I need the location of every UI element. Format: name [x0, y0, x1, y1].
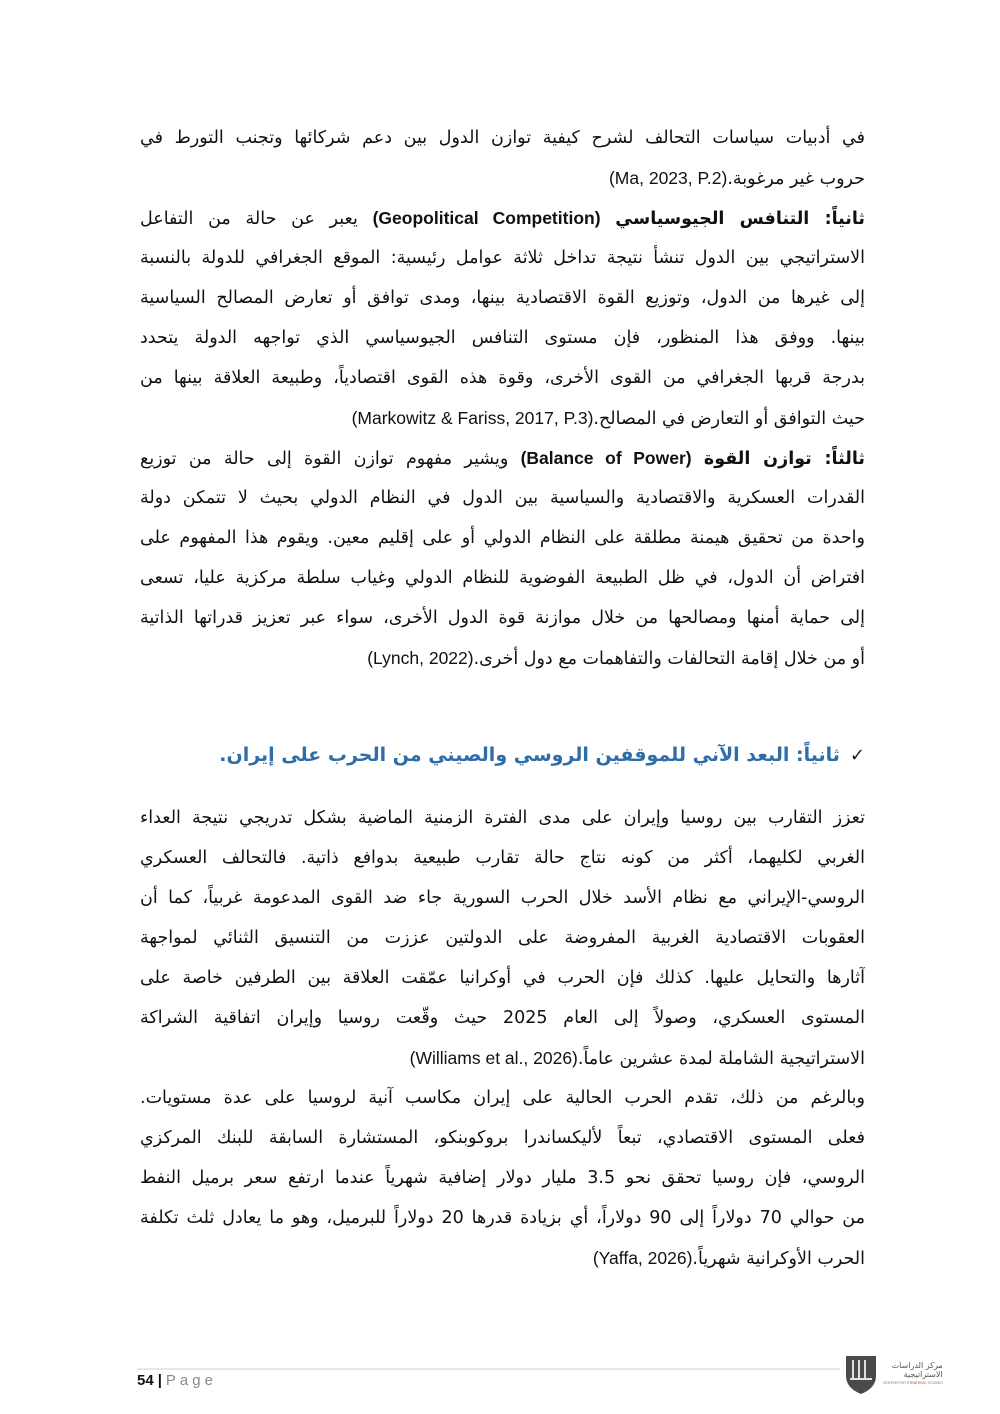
citation: (Ma, 2023, P.2) — [608, 168, 728, 188]
section-1-text — [140, 118, 865, 678]
page-separator: | — [157, 1372, 162, 1389]
text-line: العقوبات الاقتصادية الغربية المفروضة على الدولتين عززت من التنسيق الثنائي لمواجهة — [140, 928, 865, 948]
text-line: بدرجة قربها الجغرافي من القوى الأخرى، وقوة هذه القوى اقتصادياً، وطبيعة العلاقة بينها من — [140, 368, 865, 388]
section-heading — [200, 735, 865, 776]
text-line: أو من خلال إقامة التحالفات والتفاهمات مع دول أخرى.(Lynch, 2022) — [367, 648, 865, 669]
text-line: حيث التوافق أو التعارض في المصالح.(Markowitz & Fariss, 2017, P.3) — [351, 408, 865, 429]
text-line: إلى حماية أمنها ومصالحها من خلال موازنة قوة الدول الأخرى، سواء عبر تعزيز قدراتها الذاتية — [140, 608, 865, 628]
text-line: الاستراتيجية الشاملة لمدة عشرين عاماً.(Williams et al., 2026) — [409, 1048, 865, 1069]
check-icon: ✓ — [849, 745, 865, 766]
text-line: آثارها والتحايل عليها. كذلك فإن الحرب في أوكرانيا عمّقت العلاقة بين الطرفين خاصة على — [140, 968, 865, 988]
text-line: تعزز التقارب بين روسيا وإيران على مدى الفترة الزمنية الماضية بشكل تدريجي نتيجة العداء — [140, 808, 865, 828]
text-line: من حوالي 70 دولاراً إلى 90 دولاراً، أي بزيادة قدرها 20 دولاراً للبرميل، وهو ما يعادل ثلث تكلفة — [140, 1208, 865, 1228]
term: (Balance of Power) — [520, 448, 692, 468]
citation: (Markowitz & Fariss, 2017, P.3) — [351, 408, 594, 428]
subheading: ثانياً: التنافس الجيوسياسي — [615, 209, 865, 229]
text-line: ثانياً: التنافس الجيوسياسي (Geopolitical Competition) يعبر عن حالة من التفاعل — [140, 208, 865, 229]
publisher-logo — [843, 1344, 983, 1404]
text-line: في أدبيات سياسات التحالف لشرح كيفية توازن الدول بين دعم شركائها وتجنب التورط في — [140, 128, 865, 148]
text-line: الروسي-الإيراني مع نظام الأسد خلال الحرب السورية جاء ضد القوى المدعومة غربياً، كما أن — [140, 888, 865, 908]
footer-divider — [137, 1368, 840, 1370]
citation: (Yaffa, 2026) — [592, 1248, 693, 1268]
text-line: الاستراتيجي بين الدول تنشأ نتيجة تداخل ثلاثة عوامل رئيسية: الموقع الجغرافي للدولة بالنسبة — [140, 248, 865, 268]
text-line: فعلى المستوى الاقتصادي، تبعاً لأليكساندرا بروكوبنكو، المستشارة السابقة للبنك المركزي — [140, 1128, 865, 1148]
text-line: ثالثاً: توازن القوة (Balance of Power) ويشير مفهوم توازن القوة إلى حالة من توزيع — [140, 448, 865, 469]
text-line: الغربي لكليهما، أكثر من كونه نتاج حالة تقارب طبيعية بدوافع ذاتية. فالتحالف العسكري — [140, 848, 865, 868]
text-line: الحرب الأوكرانية شهرياً.(Yaffa, 2026) — [592, 1248, 865, 1269]
shield-logo-icon — [843, 1352, 879, 1396]
text-line: بينها. ووفق هذا المنظور، فإن مستوى التنافس الجيوسياسي الذي تواجهه الدولة يتحدد — [140, 328, 865, 348]
subheading: ثالثاً: توازن القوة — [703, 449, 865, 469]
citation: (Williams et al., 2026) — [409, 1048, 578, 1068]
text-line: وبالرغم من ذلك، تقدم الحرب الحالية على إيران مكاسب آنية لروسيا على عدة مستويات. — [140, 1088, 865, 1108]
text-line: إلى غيرها من الدول، وتوزيع القوة الاقتصادية بينها، ومدى توافق أو تعارض المصالح السياسية — [140, 288, 865, 308]
text-line: الروسي، فإن روسيا تحقق نحو 3.5 مليار دولار إضافية شهرياً عندما ارتفع سعر برميل النفط — [140, 1168, 865, 1188]
text-line: المستوى العسكري، وصولاً إلى العام 2025 حيث وقّعت روسيا وإيران اتفاقية الشراكة — [140, 1008, 865, 1028]
citation: (Lynch, 2022) — [367, 648, 474, 668]
heading-text: ثانياً: البعد الآني للموقفين الروسي والصيني من الحرب على إيران. — [219, 744, 840, 766]
page-number — [137, 1372, 217, 1389]
text-line: افتراض أن الدول، في ظل الطبيعة الفوضوية للنظام الدولي وغياب سلطة مركزية عليا، تسعى — [140, 568, 865, 588]
text-line: واحدة من تحقيق هيمنة مطلقة على النظام الدولي أو على إقليم معين. ويقوم هذا المفهوم على — [140, 528, 865, 548]
section-2-text — [140, 798, 865, 1278]
text-line: حروب غير مرغوبة.(Ma, 2023, P.2) — [608, 168, 865, 189]
page-label: Page — [165, 1372, 217, 1389]
page-number-value: 54 — [137, 1372, 154, 1389]
logo-text: مركز الدراسات الاستراتيجية CENTER FOR STRATEGIC STUDIES — [883, 1360, 943, 1385]
term: (Geopolitical Competition) — [372, 208, 601, 228]
text-line: القدرات العسكرية والاقتصادية والسياسية بين الدول في النظام الدولي بحيث لا تتمكن دولة — [140, 488, 865, 508]
